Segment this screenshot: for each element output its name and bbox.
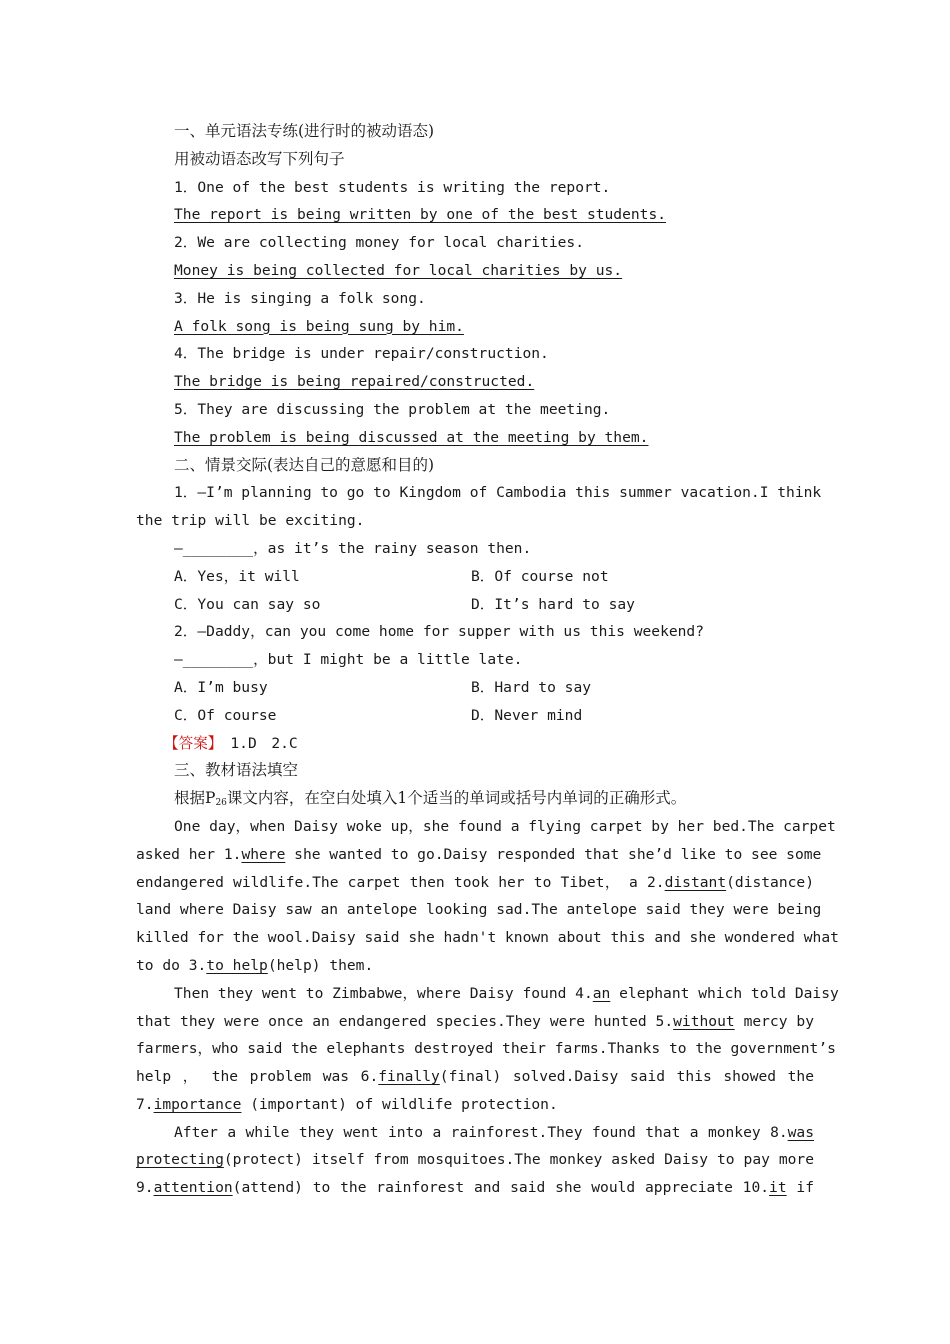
p2-line5: 7.importance (important) of wildlife protection. bbox=[136, 1095, 558, 1113]
p2-line1: Then they went to Zimbabwe，where Daisy found 4.an elephant which told Daisy bbox=[174, 984, 839, 1002]
option-d: D．It’s hard to say bbox=[471, 595, 635, 613]
dialogue1-options-ab bbox=[136, 563, 814, 591]
dialogue2-line1: 2．—Daddy，can you come home for supper with us this weekend? bbox=[174, 623, 704, 641]
blank-8b: protecting bbox=[136, 1151, 224, 1169]
p2-line2: that they were once an endangered species.They were hunted 5.without mercy by bbox=[136, 1012, 814, 1030]
option-d: D．Never mind bbox=[471, 706, 583, 724]
answer-2: Money is being collected for local charities by us. bbox=[174, 261, 623, 279]
answer-text: 1.D 2.C bbox=[230, 734, 298, 752]
answer-5: The problem is being discussed at the meeting by them. bbox=[174, 428, 649, 446]
blank-6: finally bbox=[378, 1068, 440, 1086]
section2-title: 二、情景交际(表达自己的意愿和目的) bbox=[174, 455, 435, 474]
blank-2: distant bbox=[664, 873, 727, 891]
blank-3: to help bbox=[206, 956, 268, 974]
passage-paragraph-1 bbox=[136, 813, 839, 980]
passage-paragraph-3 bbox=[136, 1119, 814, 1202]
question-4: 4．The bridge is under repair/construction. bbox=[174, 345, 549, 363]
worksheet-page bbox=[136, 118, 839, 1202]
dialogue1-line2: the trip will be exciting. bbox=[136, 512, 365, 530]
blank-9: attention bbox=[153, 1179, 233, 1197]
p3-line3: 9.attention(attend) to the rainforest and said she would appreciate 10.it if bbox=[136, 1179, 815, 1197]
answer-label: 【答案】 bbox=[164, 734, 223, 752]
dialogue2-options-ab bbox=[136, 674, 814, 702]
option-b: B．Of course not bbox=[471, 567, 609, 585]
dialogue1-line1: 1．—I’m planning to go to Kingdom of Cambodia this summer vacation.I think bbox=[174, 484, 822, 502]
dialogue1-options-cd bbox=[136, 591, 814, 619]
blank-10: it bbox=[769, 1179, 787, 1197]
p1-line6: to do 3.to help(help) them. bbox=[136, 956, 374, 974]
blank-1: where bbox=[241, 845, 286, 863]
option-b: B．Hard to say bbox=[471, 678, 592, 696]
p1-line1: One day，when Daisy woke up，she found a flying carpet by her bed.The carpet bbox=[174, 817, 836, 835]
option-a: A．I’m busy bbox=[174, 678, 268, 696]
p3-line2: protecting(protect) itself from mosquitoes.The monkey asked Daisy to pay more bbox=[136, 1151, 814, 1169]
section1-title: 一、单元语法专练(进行时的被动语态) bbox=[174, 122, 435, 140]
question-5: 5．They are discussing the problem at the meeting. bbox=[174, 400, 611, 418]
p1-line5: killed for the wool.Daisy said she hadn't known about this and she wondered what bbox=[136, 929, 839, 947]
answer-1: The report is being written by one of the best students. bbox=[174, 206, 667, 224]
blank-8a: was bbox=[787, 1123, 814, 1141]
dialogue2-line2: —________，but I might be a little late. bbox=[174, 651, 523, 669]
answer-key bbox=[136, 730, 814, 758]
section3-instruction: 根据$P_{26}$课文内容，在空白处填入1个适当的单词或括号内单词的正确形式。 bbox=[174, 789, 687, 809]
p1-line3: endangered wildlife.The carpet then took her to Tibet， a 2.distant(distance) bbox=[136, 873, 814, 891]
question-2: 2．We are collecting money for local charities. bbox=[174, 234, 584, 252]
passage-paragraph-2 bbox=[136, 980, 839, 1119]
answer-3: A folk song is being sung by him. bbox=[174, 317, 464, 335]
blank-4: an bbox=[592, 984, 611, 1002]
p3-line1: After a while they went into a rainforest.They found that a monkey 8.was bbox=[174, 1123, 814, 1141]
option-c: C．You can say so bbox=[174, 595, 321, 613]
section1-instruction: 用被动语态改写下列句子 bbox=[174, 149, 345, 168]
answer-4: The bridge is being repaired/constructed. bbox=[174, 373, 535, 391]
option-c: C．Of course bbox=[174, 706, 277, 724]
dialogue2-options-cd bbox=[136, 702, 814, 730]
dialogue1-line3: —________，as it’s the rainy season then. bbox=[174, 539, 532, 557]
option-a: A．Yes，it will bbox=[174, 567, 300, 585]
question-3: 3．He is singing a folk song. bbox=[174, 289, 426, 307]
blank-5: without bbox=[673, 1012, 735, 1030]
question-1: 1．One of the best students is writing the report. bbox=[174, 178, 611, 196]
p1-line2: asked her 1.where she wanted to go.Daisy responded that she’d like to see some bbox=[136, 845, 822, 863]
section3-title: 三、教材语法填空 bbox=[174, 761, 299, 780]
p2-line3: farmers，who said the elephants destroyed their farms.Thanks to the government’s bbox=[136, 1040, 836, 1058]
p1-line4: land where Daisy saw an antelope looking sad.The antelope said they were being bbox=[136, 901, 822, 919]
p2-line4: help ， the problem was 6.finally(final) solved.Daisy said this showed the bbox=[136, 1068, 815, 1086]
blank-7: importance bbox=[153, 1095, 242, 1113]
